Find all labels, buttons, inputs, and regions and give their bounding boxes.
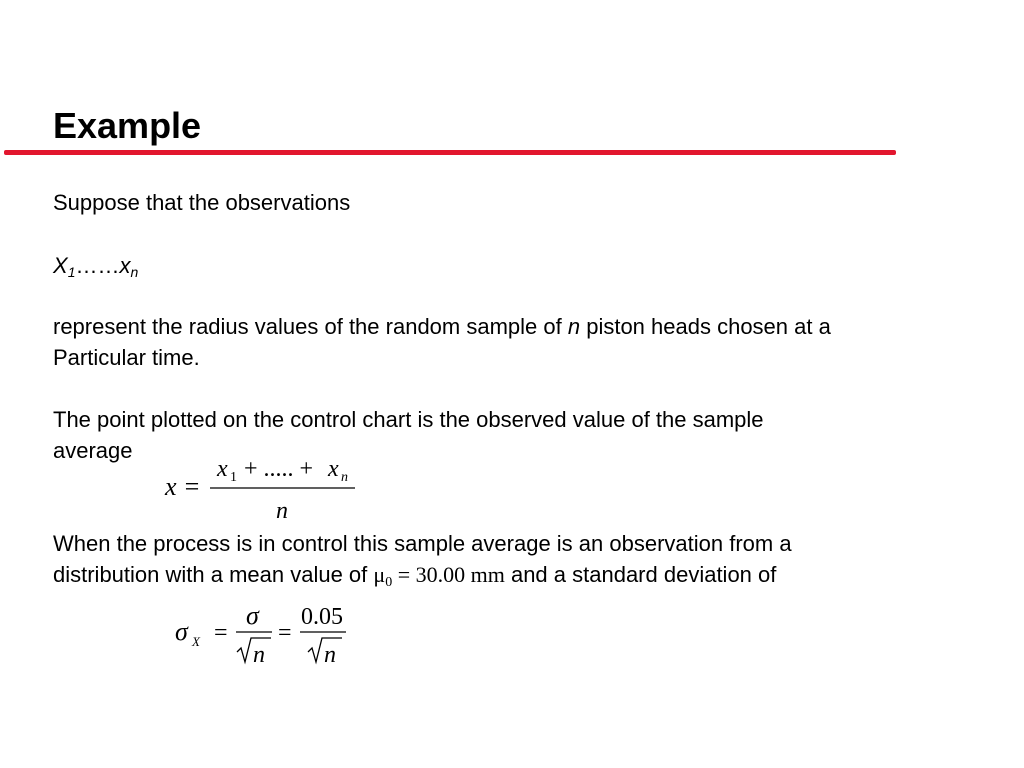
sample-mean-formula: [160, 452, 370, 524]
paragraph-1-line-2: Particular time.: [53, 345, 200, 370]
paragraph-2-line-1: The point plotted on the control chart is the observed value of the sample: [53, 407, 764, 432]
obs-last-sub: n: [130, 264, 139, 280]
mean-num-x1-sub: 1: [230, 470, 237, 485]
mu-sub: 0: [385, 575, 393, 590]
intro-text: Suppose that the observations: [53, 190, 351, 215]
obs-dots: ……: [75, 253, 120, 278]
slide-title: Example: [53, 105, 202, 146]
obs-last: x: [119, 253, 131, 278]
mean-num-mid: + ..... +: [244, 456, 314, 482]
sd-frac2-num: 0.05: [301, 604, 343, 630]
sd-frac1-den: n: [253, 642, 265, 668]
sd-sigma: σ: [175, 617, 188, 646]
paragraph-3-line-1: When the process is in control this sample average is an observation from a: [53, 531, 792, 556]
paragraph-3-line-2: [53, 559, 776, 590]
para3-text-a: distribution with a mean value of: [53, 562, 374, 587]
paragraph-1-line-1: [53, 311, 831, 342]
paragraph-2-line-2: average: [53, 438, 133, 463]
standard-deviation-formula: [170, 596, 360, 674]
para1-text-a: represent the radius values of the random sample of: [53, 314, 568, 339]
sd-eq-1: =: [214, 620, 228, 646]
sd-eq-2: =: [278, 620, 292, 646]
sd-frac1-num: σ: [246, 601, 259, 630]
sd-frac2-den: n: [324, 642, 336, 668]
mean-num-xn: x: [328, 456, 339, 482]
para1-n: n: [567, 314, 581, 339]
mu-value: = 30.00 mm: [392, 562, 505, 587]
title-divider: [4, 150, 896, 155]
obs-first: X: [53, 253, 68, 278]
mean-lhs: x =: [165, 472, 201, 501]
obs-first-sub: 1: [67, 264, 76, 280]
sd-sigma-sub: X: [192, 634, 200, 649]
mean-num-x1: x: [217, 456, 228, 482]
mu-symbol: μ: [373, 562, 386, 587]
para1-text-b: piston heads chosen at a: [580, 314, 831, 339]
para3-text-b: and a standard deviation of: [504, 562, 777, 587]
observations-notation: [53, 250, 138, 281]
mean-num-xn-sub: n: [341, 470, 348, 485]
mean-denominator: n: [276, 498, 288, 524]
